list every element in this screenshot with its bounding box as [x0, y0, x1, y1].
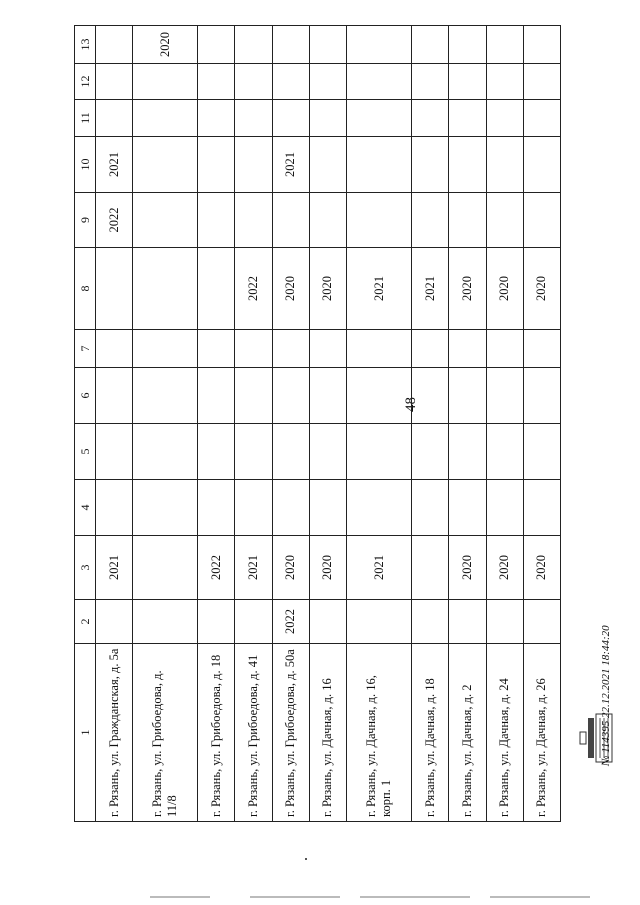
year-cell: [523, 600, 560, 644]
year-cell: [235, 330, 272, 368]
column-header: 10: [75, 137, 96, 193]
year-cell: [133, 536, 198, 600]
year-cell: 2021: [96, 137, 133, 193]
year-cell: [523, 137, 560, 193]
column-header: 4: [75, 480, 96, 536]
year-cell: [347, 193, 412, 248]
year-cell: [96, 64, 133, 100]
year-cell: [198, 64, 235, 100]
year-cell: [449, 100, 486, 137]
year-cell: [412, 100, 449, 137]
column-header: 1: [75, 644, 96, 822]
year-cell: [412, 536, 449, 600]
year-cell: 2022: [198, 536, 235, 600]
year-cell: [309, 424, 346, 480]
year-cell: [198, 100, 235, 137]
year-cell: [235, 193, 272, 248]
year-cell: [272, 100, 309, 137]
year-cell: [133, 248, 198, 330]
year-cell: 2020: [272, 248, 309, 330]
address-cell: г. Рязань, ул. Дачная, д. 26: [523, 644, 560, 822]
address-cell: г. Рязань, ул. Грибоедова, д. 11/8: [133, 644, 198, 822]
year-cell: [198, 600, 235, 644]
year-cell: [235, 137, 272, 193]
year-cell: [523, 26, 560, 64]
year-cell: [235, 424, 272, 480]
schedule-table: [74, 25, 561, 822]
year-cell: [523, 193, 560, 248]
year-cell: 2022: [235, 248, 272, 330]
year-cell: [133, 193, 198, 248]
year-cell: [449, 137, 486, 193]
year-cell: 2020: [309, 536, 346, 600]
year-cell: 2020: [523, 536, 560, 600]
table-row: [309, 26, 346, 822]
year-cell: [449, 330, 486, 368]
year-cell: [412, 480, 449, 536]
year-cell: [96, 424, 133, 480]
year-cell: [198, 480, 235, 536]
table-row: [198, 26, 235, 822]
year-cell: [235, 600, 272, 644]
year-cell: [133, 368, 198, 424]
year-cell: [133, 100, 198, 137]
year-cell: [523, 100, 560, 137]
year-cell: [347, 26, 412, 64]
year-cell: [347, 368, 412, 424]
year-cell: [347, 424, 412, 480]
year-cell: [486, 193, 523, 248]
year-cell: [309, 26, 346, 64]
year-cell: [198, 137, 235, 193]
table-row: [272, 26, 309, 822]
year-cell: [198, 193, 235, 248]
year-cell: [235, 26, 272, 64]
year-cell: 2020: [309, 248, 346, 330]
year-cell: [272, 480, 309, 536]
table-row: [347, 26, 412, 822]
year-cell: 2020: [272, 536, 309, 600]
year-cell: [523, 480, 560, 536]
year-cell: [309, 330, 346, 368]
scan-artifact: [360, 896, 470, 898]
year-cell: [133, 330, 198, 368]
year-cell: [486, 368, 523, 424]
year-cell: [486, 480, 523, 536]
year-cell: 2020: [523, 248, 560, 330]
column-header: 11: [75, 100, 96, 137]
year-cell: [96, 480, 133, 536]
table-row: [523, 26, 560, 822]
year-cell: [96, 248, 133, 330]
year-cell: 2020: [133, 26, 198, 64]
year-cell: [309, 100, 346, 137]
year-cell: 2020: [486, 248, 523, 330]
year-cell: [486, 26, 523, 64]
year-cell: [449, 64, 486, 100]
year-cell: 2021: [272, 137, 309, 193]
year-cell: [272, 26, 309, 64]
table-row: [412, 26, 449, 822]
column-header: 5: [75, 424, 96, 480]
table-body: [96, 26, 561, 822]
year-cell: [133, 64, 198, 100]
table-row: [486, 26, 523, 822]
year-cell: [309, 600, 346, 644]
header-row: [75, 26, 96, 822]
year-cell: [412, 600, 449, 644]
year-cell: [486, 137, 523, 193]
year-cell: [523, 330, 560, 368]
column-header: 7: [75, 330, 96, 368]
address-cell: г. Рязань, ул. Грибоедова, д. 50а: [272, 644, 309, 822]
table-row: [96, 26, 133, 822]
address-cell: г. Рязань, ул. Дачная, д. 2: [449, 644, 486, 822]
table-row: [133, 26, 198, 822]
year-cell: [347, 330, 412, 368]
year-cell: 2021: [96, 536, 133, 600]
year-cell: [412, 64, 449, 100]
year-cell: [347, 137, 412, 193]
year-cell: [133, 600, 198, 644]
column-header: 6: [75, 368, 96, 424]
year-cell: [198, 26, 235, 64]
year-cell: [412, 193, 449, 248]
scan-artifact: [490, 896, 590, 898]
table-row: [449, 26, 486, 822]
year-cell: [235, 368, 272, 424]
signature-line: № 114395 22.12.2021 18:44:20: [600, 625, 612, 766]
column-header: 9: [75, 193, 96, 248]
year-cell: [412, 26, 449, 64]
year-cell: 2022: [96, 193, 133, 248]
year-cell: [449, 480, 486, 536]
year-cell: [347, 100, 412, 137]
schedule-table-wrapper: [74, 26, 561, 822]
year-cell: [198, 368, 235, 424]
year-cell: [272, 64, 309, 100]
year-cell: [133, 137, 198, 193]
page-number: 48: [403, 397, 419, 412]
year-cell: [486, 64, 523, 100]
year-cell: [133, 480, 198, 536]
address-cell: г. Рязань, ул. Грибоедова, д. 18: [198, 644, 235, 822]
year-cell: [272, 424, 309, 480]
year-cell: [198, 330, 235, 368]
address-cell: г. Рязань, ул. Гражданская, д. 5а: [96, 644, 133, 822]
year-cell: [486, 424, 523, 480]
year-cell: [96, 330, 133, 368]
year-cell: [449, 193, 486, 248]
year-cell: [412, 368, 449, 424]
address-cell: г. Рязань, ул. Грибоедова, д. 41: [235, 644, 272, 822]
year-cell: [347, 600, 412, 644]
scan-artifact: [250, 896, 340, 898]
column-header: 3: [75, 536, 96, 600]
year-cell: 2021: [347, 536, 412, 600]
column-header: 2: [75, 600, 96, 644]
year-cell: [309, 480, 346, 536]
year-cell: [486, 600, 523, 644]
year-cell: [449, 424, 486, 480]
address-cell: г. Рязань, ул. Дачная, д. 18: [412, 644, 449, 822]
year-cell: [523, 368, 560, 424]
year-cell: [133, 424, 198, 480]
year-cell: [412, 137, 449, 193]
year-cell: 2021: [235, 536, 272, 600]
year-cell: 2022: [272, 600, 309, 644]
year-cell: [272, 193, 309, 248]
scan-artifact: [150, 896, 210, 898]
year-cell: [449, 600, 486, 644]
address-cell: г. Рязань, ул. Дачная, д. 16, корп. 1: [347, 644, 412, 822]
year-cell: [235, 480, 272, 536]
year-cell: [96, 368, 133, 424]
year-cell: [235, 64, 272, 100]
year-cell: [96, 100, 133, 137]
year-cell: [309, 193, 346, 248]
year-cell: [486, 100, 523, 137]
column-header: 13: [75, 26, 96, 64]
year-cell: [235, 100, 272, 137]
year-cell: [486, 330, 523, 368]
year-cell: [523, 64, 560, 100]
year-cell: [449, 26, 486, 64]
year-cell: [96, 600, 133, 644]
year-cell: [449, 368, 486, 424]
year-cell: [309, 137, 346, 193]
year-cell: [347, 480, 412, 536]
year-cell: [347, 64, 412, 100]
year-cell: [272, 368, 309, 424]
year-cell: 2020: [486, 536, 523, 600]
column-header: 12: [75, 64, 96, 100]
column-header: 8: [75, 248, 96, 330]
year-cell: [412, 424, 449, 480]
year-cell: [198, 424, 235, 480]
year-cell: 2020: [449, 536, 486, 600]
year-cell: 2021: [347, 248, 412, 330]
year-cell: [309, 64, 346, 100]
year-cell: 2021: [412, 248, 449, 330]
year-cell: [309, 368, 346, 424]
table-row: [235, 26, 272, 822]
year-cell: [96, 26, 133, 64]
address-cell: г. Рязань, ул. Дачная, д. 24: [486, 644, 523, 822]
year-cell: [272, 330, 309, 368]
scan-speck: [305, 858, 307, 860]
year-cell: 2020: [449, 248, 486, 330]
year-cell: [523, 424, 560, 480]
year-cell: [412, 330, 449, 368]
year-cell: [198, 248, 235, 330]
address-cell: г. Рязань, ул. Дачная, д. 16: [309, 644, 346, 822]
